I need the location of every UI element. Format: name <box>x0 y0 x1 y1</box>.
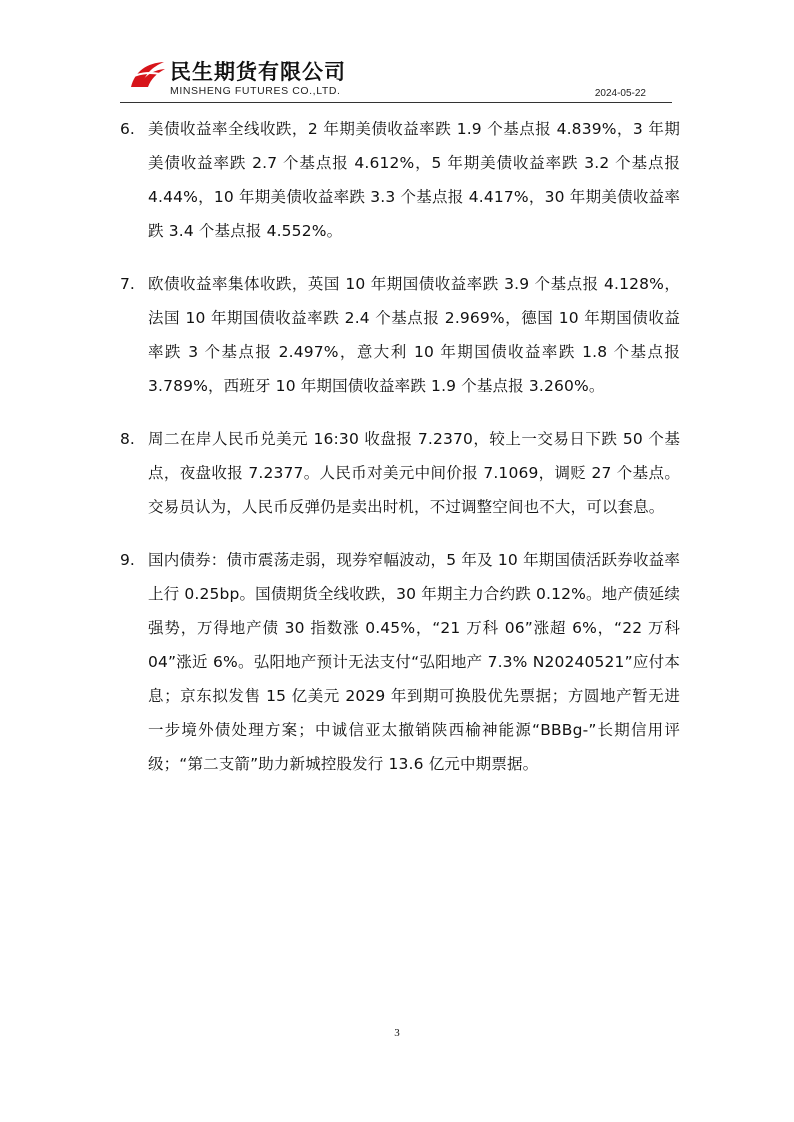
list-item-text: 美债收益率全线收跌，2 年期美债收益率跌 1.9 个基点报 4.839%，3 年期美债收益率跌 2.7 个基点报 4.612%，5 年期美债收益率跌 3.2 个基点报 4.44%，10 年期美债收益率跌 3.3 个基点报 4.417%，30 年期美债收益率跌 3.4 个基点报 4.552%。 <box>148 120 680 240</box>
minsheng-logo-icon <box>127 57 167 91</box>
report-date: 2024-05-22 <box>594 88 646 99</box>
list-item-number: 7. <box>120 275 135 293</box>
header-divider <box>120 102 672 103</box>
list-item <box>120 267 680 403</box>
list-item-text: 欧债收益率集体收跌，英国 10 年期国债收益率跌 3.9 个基点报 4.128%，法国 10 年期国债收益率跌 2.4 个基点报 2.969%，德国 10 年期国债收益率跌 3 个基点报 2.497%，意大利 10 年期国债收益率跌 1.8 个基点报 3.789%，西班牙 10 年期国债收益率跌 1.9 个基点报 3.260%。 <box>148 275 680 395</box>
list-item <box>120 112 680 248</box>
page-number: 3 <box>394 1027 400 1039</box>
list-item-number: 9. <box>120 551 135 569</box>
list-item-number: 6. <box>120 120 135 138</box>
page-header <box>0 0 794 110</box>
list-item <box>120 422 680 524</box>
list-item-number: 8. <box>120 430 135 448</box>
document-body <box>120 112 680 800</box>
list-item-text: 周二在岸人民币兑美元 16:30 收盘报 7.2370，较上一交易日下跌 50 个基点，夜盘收报 7.2377。人民币对美元中间价报 7.1069，调贬 27 个基点。交易员认为，人民币反弹仍是卖出时机，不过调整空间也不大，可以套息。 <box>148 430 680 516</box>
company-name-cn: 民生期货有限公司 <box>170 60 346 84</box>
list-item <box>120 543 680 781</box>
company-name-en: MINSHENG FUTURES CO.,LTD. <box>170 85 341 97</box>
list-item-text: 国内债券：债市震荡走弱，现券窄幅波动，5 年及 10 年期国债活跃券收益率上行 0.25bp。国债期货全线收跌，30 年期主力合约跌 0.12%。地产债延续强势，万得地产债 30 指数涨 0.45%，“21 万科 06”涨超 6%，“22 万科 04”涨近 6%。弘阳地产预计无法支付“弘阳地产 7.3% N20240521”应付本息；京东拟发售 15 亿美元 2029 年到期可换股优先票据；方圆地产暂无进一步境外债处理方案；中诚信亚太撤销陕西榆神能源“BBBg-”长期信用评级；“第二支箭”助力新城控股发行 13.6 亿元中期票据。 <box>148 551 680 773</box>
